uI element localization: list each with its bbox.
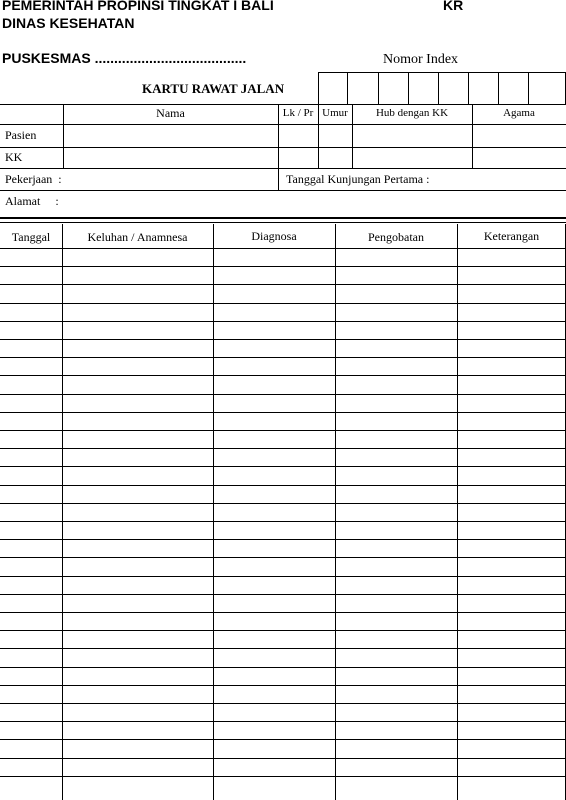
col-tanggal: Tanggal (11, 230, 51, 244)
table-row[interactable] (0, 758, 566, 759)
col-pengobatan: Pengobatan (368, 230, 424, 244)
col-umur: Umur (322, 107, 348, 119)
table-row[interactable] (0, 594, 566, 595)
col-nama: Nama (156, 106, 185, 120)
table-row[interactable] (0, 721, 566, 722)
table-row[interactable] (0, 685, 566, 686)
table-row[interactable] (0, 557, 566, 558)
table-row[interactable] (0, 266, 566, 267)
col-hub-kk: Hub dengan KK (375, 107, 449, 119)
header-line1: PEMERINTAH PROPINSI TINGKAT I BALI (2, 0, 274, 13)
table-row[interactable] (0, 303, 566, 304)
table-row[interactable] (0, 539, 566, 540)
table-row[interactable] (0, 648, 566, 649)
alamat-label: Alamat : (5, 194, 59, 208)
table-row[interactable] (0, 394, 566, 395)
col-diagnosa: Diagnosa (251, 229, 297, 243)
table-row[interactable] (0, 576, 566, 577)
table-row[interactable] (0, 448, 566, 449)
pekerjaan-label: Pekerjaan : (5, 172, 62, 186)
table-row[interactable] (0, 739, 566, 740)
col-keluhan: Keluhan / Anamnesa (87, 230, 188, 244)
table-row[interactable] (0, 321, 566, 322)
table-row[interactable] (0, 430, 566, 431)
tanggal-kunjungan-label: Tanggal Kunjungan Pertama : (286, 172, 430, 186)
col-keterangan: Keterangan (483, 229, 540, 243)
form-code: KR (443, 0, 464, 13)
table-row[interactable] (0, 412, 566, 413)
header-line2: DINAS KESEHATAN (2, 15, 135, 31)
table-row[interactable] (0, 248, 566, 249)
table-row[interactable] (0, 612, 566, 613)
table-row[interactable] (0, 630, 566, 631)
table-row[interactable] (0, 284, 566, 285)
table-row[interactable] (0, 667, 566, 668)
table-row[interactable] (0, 521, 566, 522)
row-kk-label: KK (5, 150, 23, 164)
table-row[interactable] (0, 375, 566, 376)
table-row[interactable] (0, 339, 566, 340)
col-lkpr: Lk / Pr (282, 107, 314, 119)
puskesmas-field[interactable]: PUSKESMAS ....................................... (2, 50, 247, 66)
row-pasien-label: Pasien (5, 128, 37, 142)
table-row[interactable] (0, 503, 566, 504)
table-row[interactable] (0, 357, 566, 358)
card-title: KARTU RAWAT JALAN (142, 81, 285, 96)
table-row[interactable] (0, 776, 566, 777)
table-row[interactable] (0, 703, 566, 704)
col-agama: Agama (503, 107, 535, 119)
nomor-index-label: Nomor Index (383, 52, 459, 67)
table-row[interactable] (0, 485, 566, 486)
table-row[interactable] (0, 466, 566, 467)
